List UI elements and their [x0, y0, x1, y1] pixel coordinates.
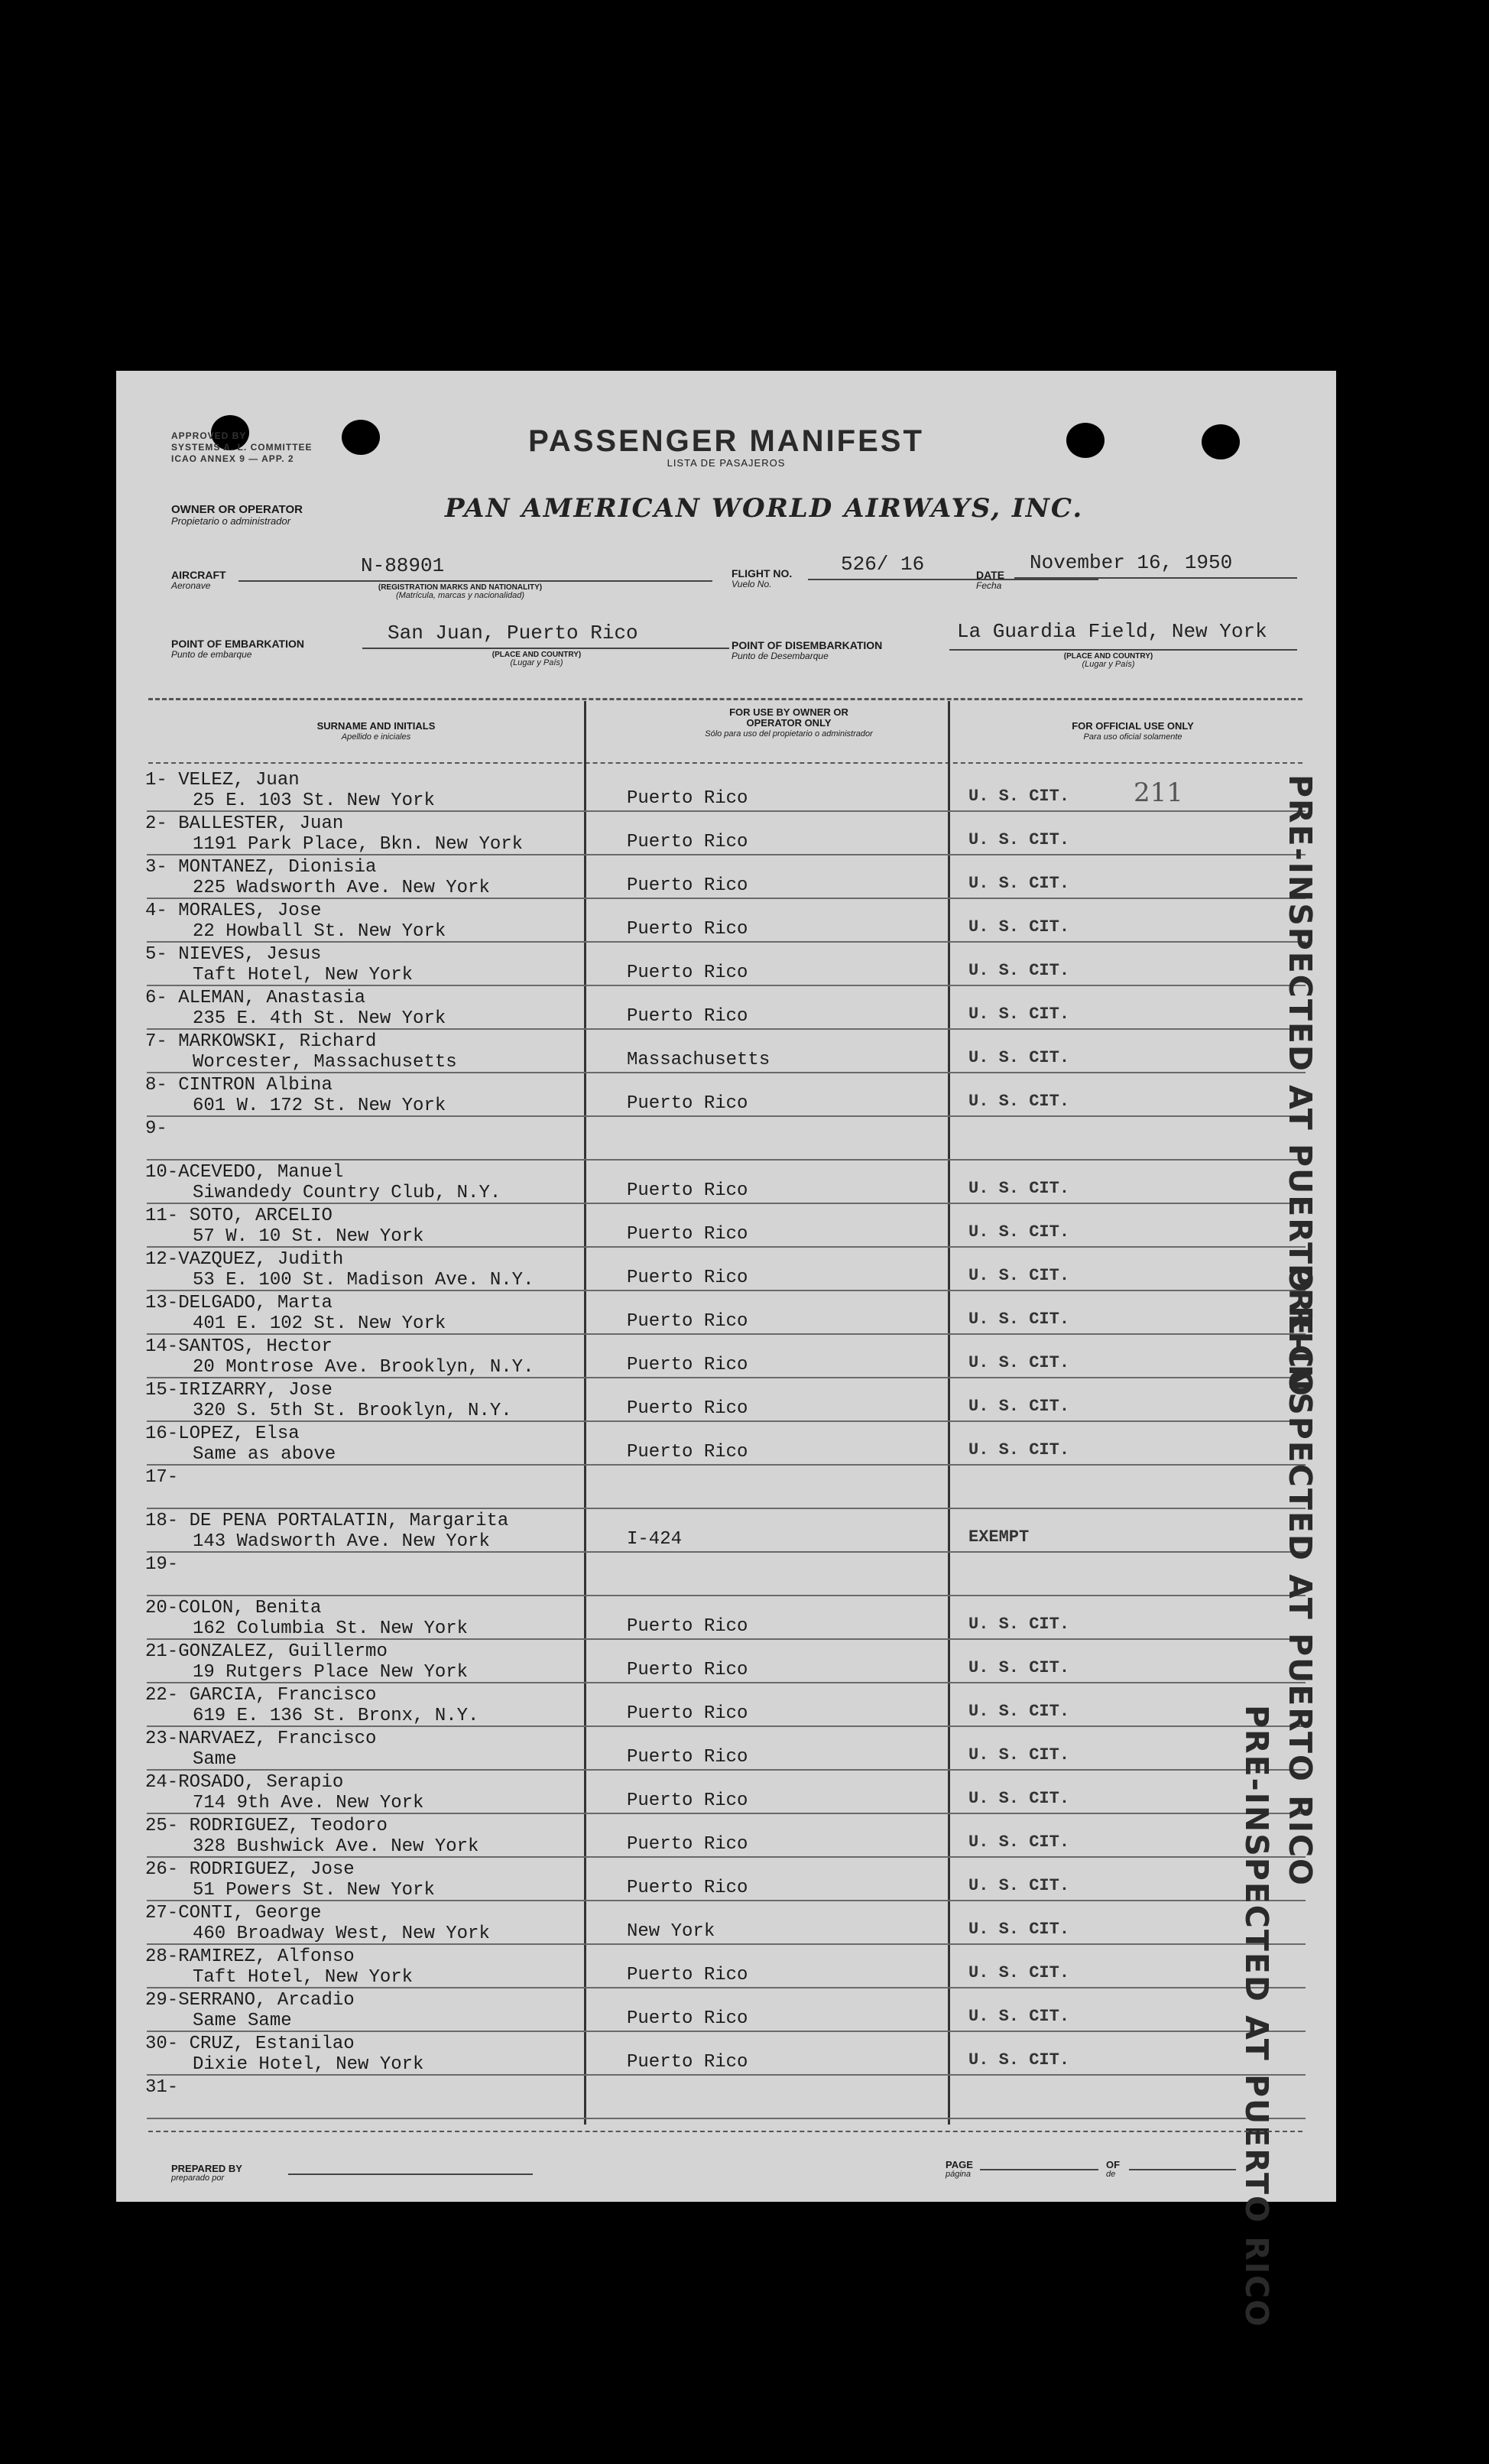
date-label — [976, 570, 1004, 591]
official-status: U. S. CIT. — [968, 1266, 1070, 1285]
passenger-name: 2- BALLESTER, Juan — [145, 813, 344, 834]
passenger-address: 401 E. 102 St. New York — [193, 1313, 446, 1334]
passenger-address: 601 W. 172 St. New York — [193, 1096, 446, 1116]
embark-caption-en: (PLACE AND COUNTRY) — [491, 651, 582, 659]
prepared-by-en: PREPARED BY — [171, 2163, 242, 2174]
disembark-label-en: POINT OF DISEMBARKATION — [732, 639, 883, 651]
table-row — [116, 1640, 1336, 1683]
table-row — [116, 1553, 1336, 1596]
approval-line: SYSTEMS A. L. COMMITTEE — [171, 442, 313, 453]
passenger-address: Dixie Hotel, New York — [193, 2054, 424, 2075]
passenger-name: 28-RAMIREZ, Alfonso — [145, 1946, 355, 1967]
official-status: U. S. CIT. — [968, 2007, 1070, 2026]
row-rule — [147, 2118, 1306, 2119]
passenger-address: 619 E. 136 St. Bronx, N.Y. — [193, 1706, 479, 1726]
official-status: U. S. CIT. — [968, 1353, 1070, 1372]
page-subtitle: LISTA DE PASAJEROS — [667, 457, 786, 469]
table-row — [116, 1596, 1336, 1640]
official-status: U. S. CIT. — [968, 1745, 1070, 1764]
passenger-name: 21-GONZALEZ, Guillermo — [145, 1641, 388, 1662]
passenger-address: Same as above — [193, 1444, 336, 1465]
pre-inspected-stamp: PRE-INSPECTED AT PUERTO RICO — [1282, 1264, 1319, 1887]
table-row — [116, 1248, 1336, 1291]
passenger-address: 1191 Park Place, Bkn. New York — [193, 834, 524, 855]
table-row — [116, 1030, 1336, 1073]
passenger-citizenship: Puerto Rico — [627, 1093, 748, 1114]
passenger-address: 162 Columbia St. New York — [193, 1618, 469, 1639]
passenger-address: Same Same — [193, 2011, 292, 2031]
col-surname-header-es: Apellido e iniciales — [341, 732, 411, 742]
official-status: U. S. CIT. — [968, 917, 1070, 937]
passenger-name: 11- SOTO, ARCELIO — [145, 1206, 333, 1226]
official-status: U. S. CIT. — [968, 1615, 1070, 1634]
table-row — [116, 1683, 1336, 1727]
passenger-address: 714 9th Ave. New York — [193, 1793, 424, 1813]
table-row — [116, 855, 1336, 899]
disembark-label — [732, 640, 882, 661]
passenger-citizenship: Puerto Rico — [627, 875, 748, 896]
passenger-citizenship: Puerto Rico — [627, 832, 748, 852]
aircraft-caption — [361, 583, 560, 600]
embark-label-en: POINT OF EMBARKATION — [171, 638, 304, 650]
table-row — [116, 1509, 1336, 1553]
passenger-name: 16-LOPEZ, Elsa — [145, 1424, 300, 1444]
flight-label — [732, 568, 792, 589]
aircraft-label-en: AIRCRAFT — [171, 569, 226, 581]
official-status: U. S. CIT. — [968, 1833, 1070, 1852]
owner-label-es: Propietario o administrador — [171, 515, 291, 527]
owner-label-en: OWNER OR OPERATOR — [171, 503, 303, 516]
passenger-name: 27-CONTI, George — [145, 1903, 322, 1923]
passenger-address: 143 Wadsworth Ave. New York — [193, 1531, 490, 1552]
table-row — [116, 1858, 1336, 1901]
disembark-caption — [1040, 652, 1177, 669]
official-status: U. S. CIT. — [968, 1222, 1070, 1242]
passenger-citizenship: Puerto Rico — [627, 919, 748, 940]
official-status: U. S. CIT. — [968, 1179, 1070, 1198]
passenger-address: Same — [193, 1749, 237, 1770]
passenger-citizenship: Massachusetts — [627, 1050, 770, 1070]
passenger-name: 17- — [145, 1467, 179, 1488]
official-status: U. S. CIT. — [968, 1440, 1070, 1459]
col-official-header-en: FOR OFFICIAL USE ONLY — [1072, 720, 1194, 732]
passenger-name: 18- DE PENA PORTALATIN, Margarita — [145, 1511, 509, 1531]
passenger-address: Siwandedy Country Club, N.Y. — [193, 1183, 501, 1203]
passenger-name: 5- NIEVES, Jesus — [145, 944, 322, 965]
of-line — [1129, 2169, 1236, 2170]
col-official-header-es: Para uso oficial solamente — [1083, 732, 1182, 742]
passenger-name: 9- — [145, 1118, 167, 1139]
flight-label-en: FLIGHT NO. — [732, 567, 793, 579]
passenger-name: 22- GARCIA, Francisco — [145, 1685, 377, 1706]
passenger-address: 53 E. 100 St. Madison Ave. N.Y. — [193, 1270, 534, 1290]
embark-line — [362, 648, 729, 649]
passenger-citizenship: Puerto Rico — [627, 1616, 748, 1637]
passenger-name: 8- CINTRON Albina — [145, 1075, 333, 1096]
page-line — [980, 2169, 1098, 2170]
disembark-caption-es: (Lugar y País) — [1082, 660, 1135, 669]
passenger-name: 31- — [145, 2077, 179, 2098]
table-row — [116, 1945, 1336, 1988]
table-row — [116, 986, 1336, 1030]
table-row — [116, 1466, 1336, 1509]
official-status: EXEMPT — [968, 1527, 1030, 1547]
passenger-name: 24-ROSADO, Serapio — [145, 1772, 344, 1793]
official-status: U. S. CIT. — [968, 1876, 1070, 1895]
date-label-es: Fecha — [976, 580, 1002, 591]
passenger-address: 25 E. 103 St. New York — [193, 790, 435, 811]
table-row — [116, 1771, 1336, 1814]
official-status: U. S. CIT. — [968, 1920, 1070, 1939]
passenger-name: 15-IRIZARRY, Jose — [145, 1380, 333, 1401]
pre-inspected-stamp: PRE-INSPECTED AT PUERTO RICO — [1282, 774, 1319, 1398]
passenger-name: 12-VAZQUEZ, Judith — [145, 1249, 344, 1270]
embark-label-es: Punto de embarque — [171, 649, 252, 660]
table-row — [116, 899, 1336, 943]
passenger-address: 235 E. 4th St. New York — [193, 1008, 446, 1029]
flight-value: 526/ 16 — [841, 553, 925, 576]
col-operator-header-es: Sólo para uso del propietario o administrador — [705, 729, 873, 739]
aircraft-caption-es: (Matrícula, marcas y nacionalidad) — [395, 591, 525, 600]
official-status: U. S. CIT. — [968, 1658, 1070, 1677]
official-status: U. S. CIT. — [968, 1702, 1070, 1721]
disembark-line — [949, 649, 1297, 651]
page-label — [946, 2160, 973, 2180]
disembark-label-es: Punto de Desembarque — [732, 651, 829, 661]
official-status: U. S. CIT. — [968, 961, 1070, 980]
passenger-name: 26- RODRIGUEZ, Jose — [145, 1859, 355, 1880]
passenger-name: 1- VELEZ, Juan — [145, 770, 300, 790]
passenger-name: 19- — [145, 1554, 179, 1575]
date-label-en: DATE — [976, 569, 1005, 581]
page-title: PASSENGER MANIFEST — [528, 424, 924, 458]
passenger-citizenship: Puerto Rico — [627, 1878, 748, 1898]
official-status: U. S. CIT. — [968, 1963, 1070, 1982]
passenger-address: 225 Wadsworth Ave. New York — [193, 878, 490, 898]
passenger-address: Taft Hotel, New York — [193, 965, 414, 985]
passenger-name: 23-NARVAEZ, Francisco — [145, 1729, 377, 1749]
embark-label — [171, 638, 304, 660]
passenger-name: 14-SANTOS, Hector — [145, 1336, 333, 1357]
official-status: U. S. CIT. — [968, 787, 1070, 806]
col-surname-header-en: SURNAME AND INITIALS — [316, 720, 436, 732]
table-row — [116, 1204, 1336, 1248]
of-label-en: OF — [1106, 2159, 1121, 2170]
col-official-header — [972, 721, 1293, 742]
passenger-citizenship: Puerto Rico — [627, 2008, 748, 2029]
passenger-address: 20 Montrose Ave. Brooklyn, N.Y. — [193, 1357, 534, 1378]
passenger-citizenship: Puerto Rico — [627, 1790, 748, 1811]
approval-line: APPROVED BY — [171, 430, 247, 441]
passenger-citizenship: Puerto Rico — [627, 1747, 748, 1768]
of-label-es: de — [1106, 2170, 1116, 2179]
handwritten-count: 211 — [1134, 778, 1183, 808]
passenger-name: 29-SERRANO, Arcadio — [145, 1990, 355, 2011]
passenger-name: 10-ACEVEDO, Manuel — [145, 1162, 344, 1183]
passenger-address: 57 W. 10 St. New York — [193, 1226, 424, 1247]
passenger-citizenship: Puerto Rico — [627, 1965, 748, 1985]
col-operator-header-en: FOR USE BY OWNER OR OPERATOR ONLY — [729, 706, 848, 729]
prepared-by-line — [288, 2173, 533, 2175]
passenger-citizenship: Puerto Rico — [627, 788, 748, 809]
passenger-citizenship: New York — [627, 1921, 715, 1942]
official-status: U. S. CIT. — [968, 1310, 1070, 1329]
table-row — [116, 1422, 1336, 1466]
passenger-citizenship: Puerto Rico — [627, 1268, 748, 1288]
table-row — [116, 1073, 1336, 1117]
table-row — [116, 2032, 1336, 2076]
passenger-citizenship: Puerto Rico — [627, 963, 748, 983]
official-status: U. S. CIT. — [968, 1005, 1070, 1024]
pre-inspected-stamp: PRE-INSPECTED AT PUERTO RICO — [1238, 1705, 1275, 2328]
passenger-name: 3- MONTANEZ, Dionisia — [145, 857, 377, 878]
flight-label-es: Vuelo No. — [732, 579, 772, 589]
passenger-address: 460 Broadway West, New York — [193, 1923, 490, 1944]
flight-line — [808, 579, 1098, 580]
passenger-address: 22 Howball St. New York — [193, 921, 446, 942]
manifest-page — [116, 371, 1336, 2328]
header-bottom-divider — [148, 762, 1302, 764]
passenger-citizenship: Puerto Rico — [627, 1224, 748, 1245]
table-row — [116, 1378, 1336, 1422]
date-line — [1014, 577, 1297, 579]
passenger-name: 4- MORALES, Jose — [145, 901, 322, 921]
passenger-citizenship: Puerto Rico — [627, 1660, 748, 1680]
approval-line: ICAO ANNEX 9 — APP. 2 — [171, 453, 294, 464]
table-row — [116, 1727, 1336, 1771]
passenger-address: 19 Rutgers Place New York — [193, 1662, 469, 1683]
passenger-citizenship: Puerto Rico — [627, 1355, 748, 1375]
official-status: U. S. CIT. — [968, 2050, 1070, 2070]
table-row — [116, 812, 1336, 855]
passenger-citizenship: Puerto Rico — [627, 1703, 748, 1724]
passenger-name: 20-COLON, Benita — [145, 1598, 322, 1618]
disembark-caption-en: (PLACE AND COUNTRY) — [1063, 652, 1153, 661]
airline-name: PAN AMERICAN WORLD AIRWAYS, INC. — [445, 493, 1084, 524]
passenger-address: 320 S. 5th St. Brooklyn, N.Y. — [193, 1401, 512, 1421]
passenger-citizenship: Puerto Rico — [627, 1442, 748, 1462]
passenger-citizenship: Puerto Rico — [627, 1834, 748, 1855]
of-label — [1106, 2160, 1120, 2180]
embark-value: San Juan, Puerto Rico — [388, 622, 638, 644]
passenger-citizenship: Puerto Rico — [627, 2052, 748, 2073]
embark-caption-es: (Lugar y País) — [510, 658, 563, 667]
official-status: U. S. CIT. — [968, 1048, 1070, 1067]
embark-caption — [468, 651, 605, 667]
aircraft-caption-en: (REGISTRATION MARKS AND NATIONALITY) — [378, 583, 543, 592]
official-status: U. S. CIT. — [968, 1789, 1070, 1808]
official-status: U. S. CIT. — [968, 874, 1070, 893]
prepared-by-es: preparado por — [171, 2173, 225, 2183]
passenger-address: Taft Hotel, New York — [193, 1967, 414, 1988]
table-row — [116, 1814, 1336, 1858]
aircraft-label — [171, 570, 226, 591]
footer-divider — [148, 2131, 1302, 2132]
passenger-citizenship: Puerto Rico — [627, 1311, 748, 1332]
passenger-address: 51 Powers St. New York — [193, 1880, 435, 1901]
passenger-name: 6- ALEMAN, Anastasia — [145, 988, 366, 1008]
table-row — [116, 1161, 1336, 1204]
passenger-citizenship: Puerto Rico — [627, 1006, 748, 1027]
aircraft-line — [238, 580, 712, 582]
passenger-name: 7- MARKOWSKI, Richard — [145, 1031, 377, 1052]
form-title — [116, 424, 1336, 469]
passenger-citizenship: Puerto Rico — [627, 1180, 748, 1201]
date-value: November 16, 1950 — [1030, 551, 1233, 574]
table-row — [116, 1117, 1336, 1161]
page-label-en: PAGE — [946, 2159, 973, 2170]
passenger-citizenship: Puerto Rico — [627, 1398, 748, 1419]
passenger-name: 30- CRUZ, Estanilao — [145, 2034, 355, 2054]
header-divider — [148, 698, 1302, 700]
passenger-name: 25- RODRIGUEZ, Teodoro — [145, 1816, 388, 1836]
passenger-name: 13-DELGADO, Marta — [145, 1293, 333, 1313]
col-operator-header — [621, 707, 957, 739]
passenger-address: Worcester, Massachusetts — [193, 1052, 457, 1073]
table-row — [116, 943, 1336, 986]
passenger-address: 328 Bushwick Ave. New York — [193, 1836, 479, 1857]
official-status: U. S. CIT. — [968, 1092, 1070, 1111]
aircraft-value: N-88901 — [361, 554, 445, 577]
table-row — [116, 1335, 1336, 1378]
col-surname-header — [162, 721, 590, 742]
table-row — [116, 2076, 1336, 2119]
aircraft-label-es: Aeronave — [171, 580, 211, 591]
official-status: U. S. CIT. — [968, 830, 1070, 849]
owner-label — [171, 504, 303, 527]
prepared-by-label — [171, 2164, 242, 2183]
official-status: U. S. CIT. — [968, 1397, 1070, 1416]
passenger-citizenship: I-424 — [627, 1529, 683, 1550]
disembark-value: La Guardia Field, New York — [957, 620, 1267, 643]
table-row — [116, 1988, 1336, 2032]
table-row — [116, 1291, 1336, 1335]
table-row — [116, 1901, 1336, 1945]
page-label-es: página — [946, 2170, 972, 2179]
